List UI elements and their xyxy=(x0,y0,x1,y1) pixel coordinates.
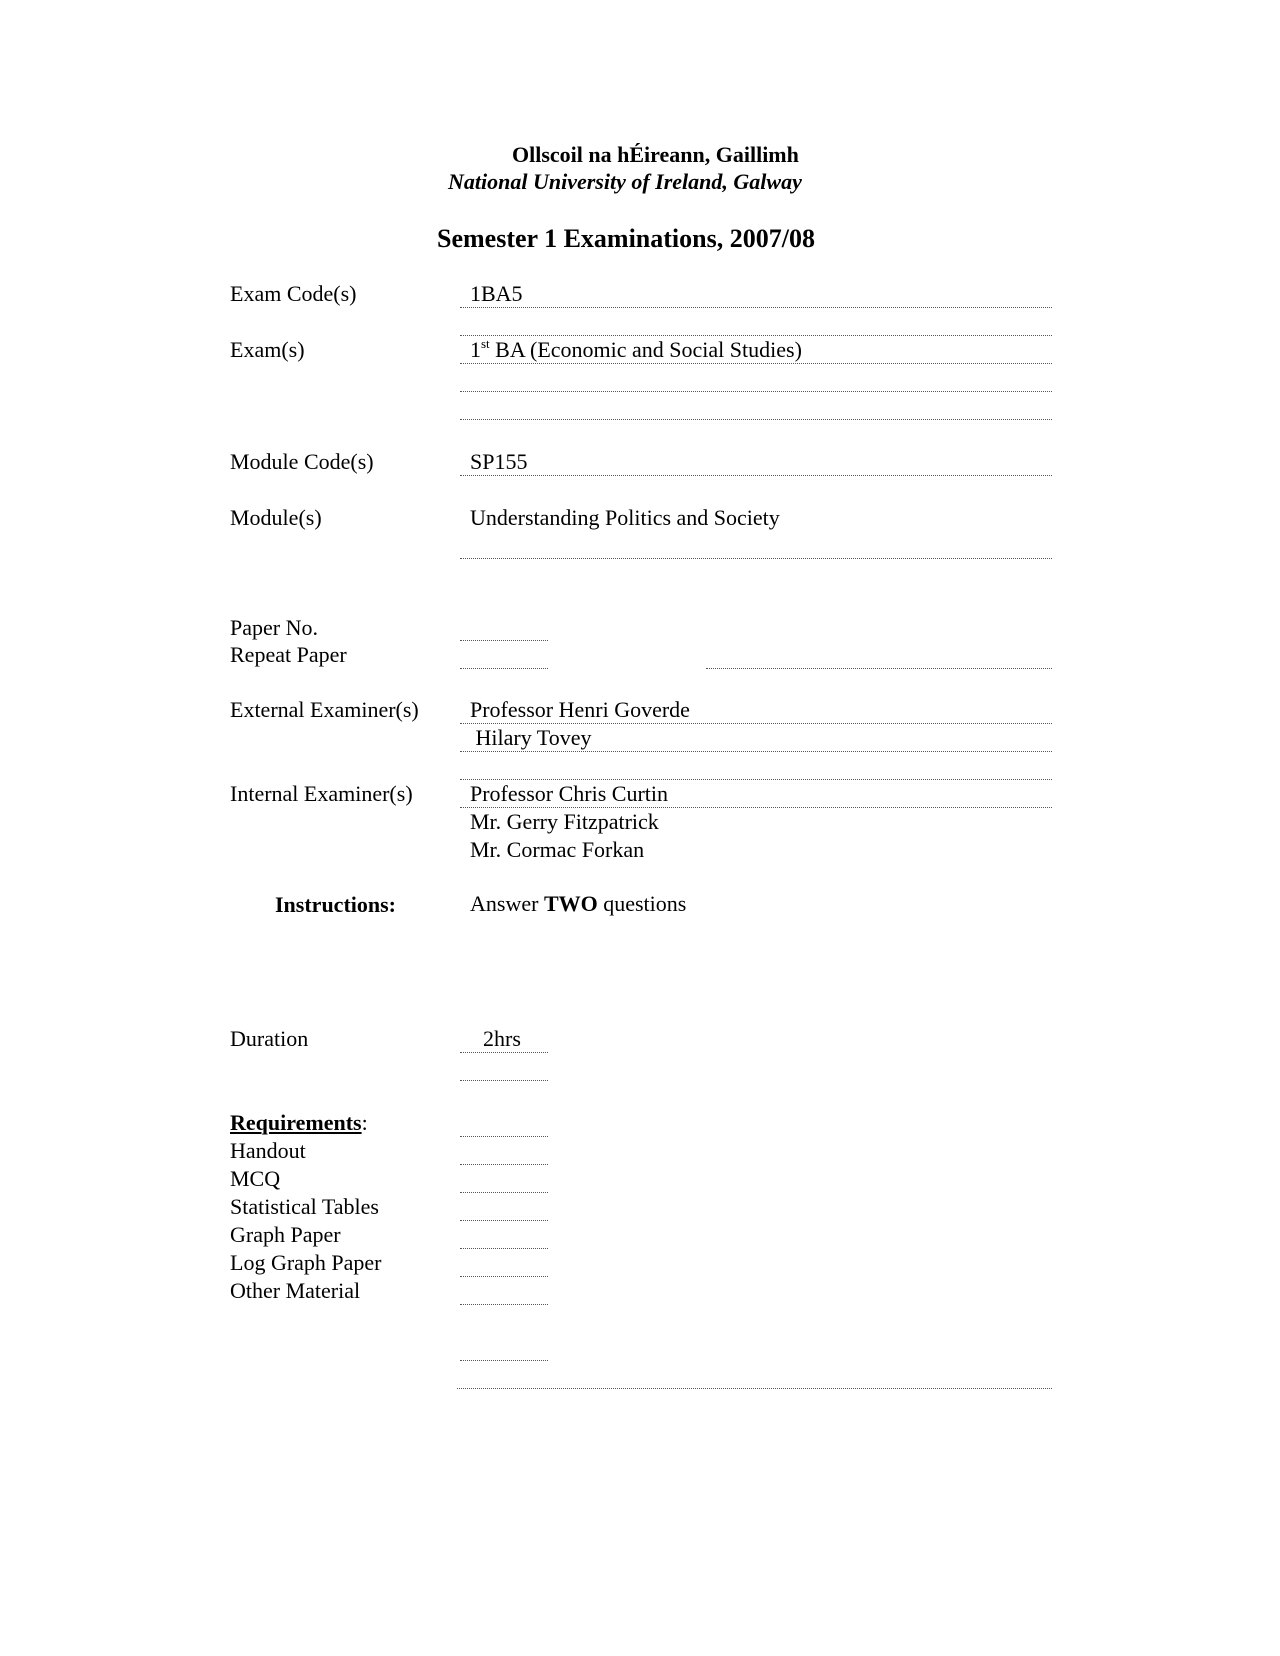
repeat-paper-line xyxy=(460,668,548,669)
requirement-graph-paper-line xyxy=(460,1248,548,1249)
module-codes-line xyxy=(460,475,1052,476)
paper-no-line xyxy=(460,640,548,641)
requirement-other-material-line xyxy=(460,1304,548,1305)
requirements-heading-text: Requirements xyxy=(230,1110,362,1135)
modules-value: Understanding Politics and Society xyxy=(470,505,780,530)
module-codes-value: SP155 xyxy=(470,449,528,474)
internal-examiner-2: Mr. Gerry Fitzpatrick xyxy=(470,809,659,834)
instructions-emphasis: TWO xyxy=(543,891,598,916)
exams-value-sup: st xyxy=(481,336,490,351)
university-name-irish: Ollscoil na hÉireann, Gaillimh xyxy=(512,142,799,167)
exams-value xyxy=(470,337,802,363)
duration-label: Duration xyxy=(230,1026,309,1051)
exam-codes-line xyxy=(460,307,1052,308)
exams-label: Exam(s) xyxy=(230,337,305,362)
paper-no-label: Paper No. xyxy=(230,615,318,640)
external-examiner-line-1 xyxy=(460,723,1052,724)
exams-line-2 xyxy=(460,391,1052,392)
repeat-paper-label: Repeat Paper xyxy=(230,642,347,667)
requirement-log-graph-paper-line xyxy=(460,1276,548,1277)
requirement-other-material: Other Material xyxy=(230,1278,361,1303)
requirement-mcq: MCQ xyxy=(230,1166,281,1191)
requirement-log-graph-paper: Log Graph Paper xyxy=(230,1250,382,1275)
requirement-mcq-line xyxy=(460,1192,548,1193)
requirement-handout: Handout xyxy=(230,1138,306,1163)
duration-value: 2hrs xyxy=(483,1026,521,1051)
requirement-statistical-tables-line xyxy=(460,1220,548,1221)
requirements-heading-colon: : xyxy=(361,1110,368,1135)
exam-codes-line-2 xyxy=(460,335,1052,336)
external-examiner-2: Hilary Tovey xyxy=(470,725,592,750)
requirement-statistical-tables: Statistical Tables xyxy=(230,1194,379,1219)
internal-examiners-label: Internal Examiner(s) xyxy=(230,781,413,806)
exams-line xyxy=(460,363,1052,364)
requirement-extra-line-1 xyxy=(460,1360,548,1361)
internal-examiner-1: Professor Chris Curtin xyxy=(470,781,668,806)
requirement-handout-line xyxy=(460,1164,548,1165)
duration-line xyxy=(460,1052,548,1053)
internal-examiner-3: Mr. Cormac Forkan xyxy=(470,837,645,862)
modules-line xyxy=(460,558,1052,559)
requirement-extra-line-2 xyxy=(457,1388,1052,1389)
instructions-label: Instructions: xyxy=(275,892,397,917)
repeat-paper-line-right xyxy=(706,668,1052,669)
exams-line-3 xyxy=(460,419,1052,420)
requirements-heading xyxy=(230,1110,368,1136)
module-codes-label: Module Code(s) xyxy=(230,449,374,474)
exams-value-rest: BA (Economic and Social Studies) xyxy=(489,337,802,362)
external-examiner-line-3 xyxy=(460,779,1052,780)
external-examiner-line-2 xyxy=(460,751,1052,752)
duration-line-2 xyxy=(460,1080,548,1081)
exam-codes-value: 1BA5 xyxy=(470,281,523,306)
requirements-line-0 xyxy=(460,1136,548,1137)
exams-value-base: 1 xyxy=(470,337,481,362)
instructions-post: questions xyxy=(597,891,687,916)
university-name-english: National University of Ireland, Galway xyxy=(448,169,802,194)
exam-title: Semester 1 Examinations, 2007/08 xyxy=(437,224,815,253)
modules-label: Module(s) xyxy=(230,505,322,530)
requirement-graph-paper: Graph Paper xyxy=(230,1222,341,1247)
exam-codes-label: Exam Code(s) xyxy=(230,281,357,306)
external-examiner-1: Professor Henri Goverde xyxy=(470,697,690,722)
internal-examiner-line-1 xyxy=(460,807,1052,808)
instructions-value xyxy=(470,891,686,917)
external-examiners-label: External Examiner(s) xyxy=(230,697,419,722)
instructions-pre: Answer xyxy=(470,891,544,916)
